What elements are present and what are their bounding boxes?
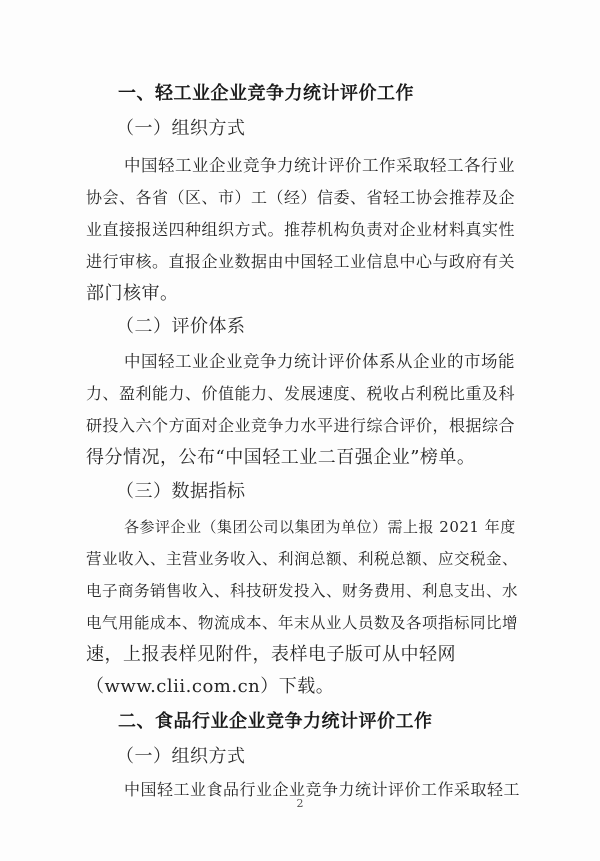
section-2-heading: 二、食品行业企业竞争力统计评价工作 [118, 711, 433, 732]
paragraph-line: 进行审核。直报企业数据由中国轻工业信息中心与政府有关 [86, 252, 516, 271]
paragraph-line: （www.clii.com.cn）下载。 [86, 676, 335, 697]
paragraph-line: 电子商务销售收入、科技研发投入、财务费用、利息支出、水 [86, 582, 519, 600]
subsection-1-2-title: （二）评价体系 [116, 316, 246, 337]
paragraph-line: 中国轻工业企业竞争力统计评价工作采取轻工各行业 [124, 156, 515, 175]
paragraph-line: 中国轻工业食品行业企业竞争力统计评价工作采取轻工 [124, 780, 521, 799]
page-number: 2 [296, 797, 304, 810]
paragraph-line: 营业收入、主营业务收入、利润总额、利税总额、应交税金、 [86, 550, 519, 568]
paragraph-line: 协会、各省（区、市）工（经）信委、省轻工协会推荐及企 [86, 188, 516, 207]
paragraph-line: 速，上报表样见附件，表样电子版可从中轻网 [86, 644, 456, 665]
paragraph-line: 中国轻工业企业竞争力统计评价体系从企业的市场能 [124, 352, 515, 371]
paragraph-line: 业直接报送四种组织方式。推荐机构负责对企业材料真实性 [86, 220, 516, 239]
subsection-1-1-title: （一）组织方式 [116, 118, 246, 139]
paragraph-line: 研投入六个方面对企业竞争力水平进行综合评价，根据综合 [86, 416, 516, 435]
paragraph-line: 部门核审。 [86, 283, 179, 304]
paragraph-line: 电气用能成本、物流成本、年末从业人员数及各项指标同比增 [86, 614, 519, 632]
subsection-2-1-title: （一）组织方式 [116, 746, 246, 767]
paragraph-line: 得分情况，公布“中国轻工业二百强企业”榜单。 [86, 447, 476, 468]
subsection-1-3-title: （三）数据指标 [116, 481, 246, 502]
section-1-heading: 一、轻工业企业竞争力统计评价工作 [118, 83, 414, 104]
paragraph-line: 力、盈利能力、价值能力、发展速度、税收占利税比重及科 [86, 384, 516, 403]
paragraph-line: 各参评企业（集团公司以集团为单位）需上报 2021 年度 [124, 518, 516, 536]
